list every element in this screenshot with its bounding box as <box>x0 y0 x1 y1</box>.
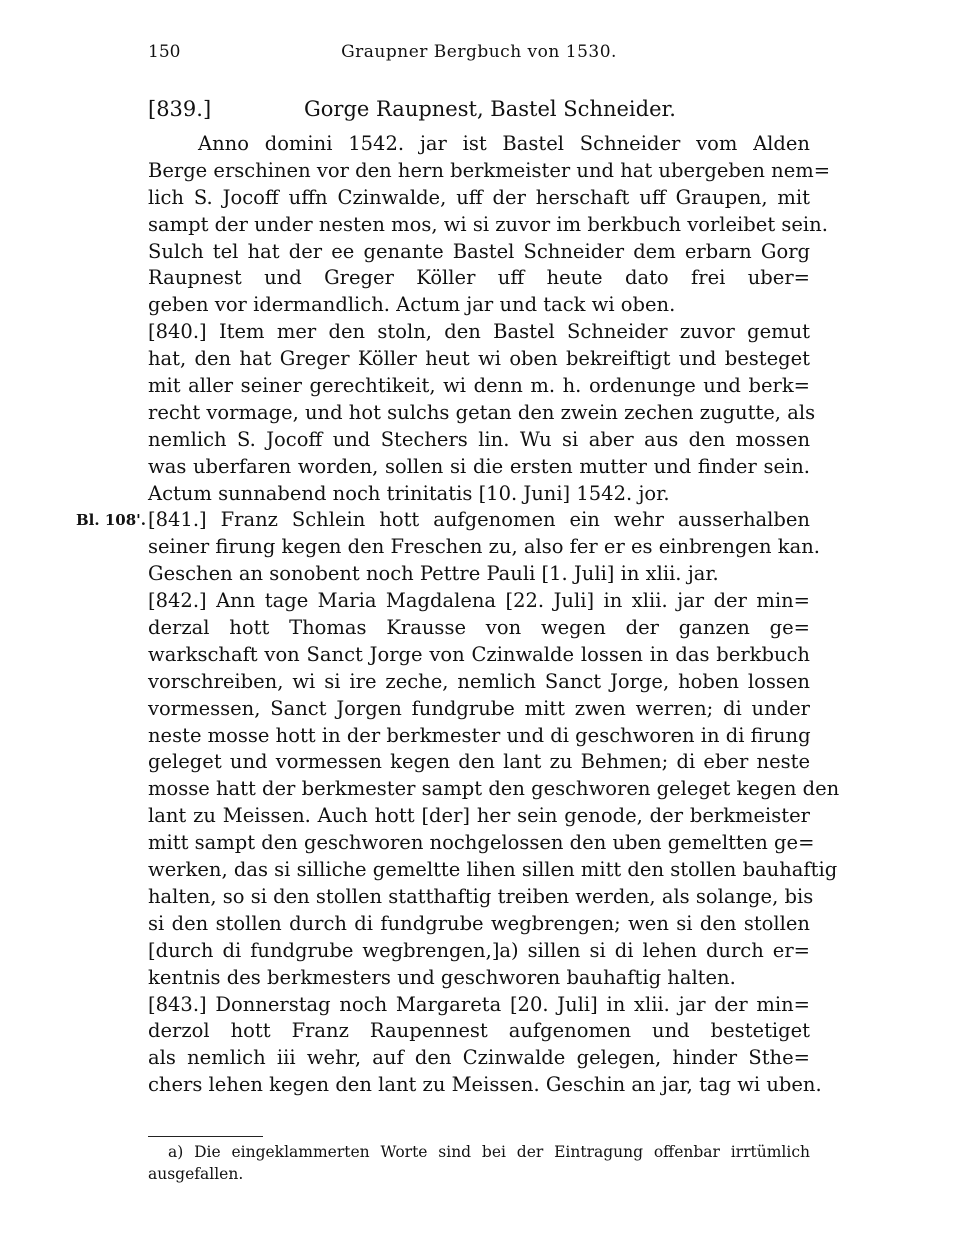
book-title: Graupner Bergbuch von 1530. <box>341 42 617 62</box>
entry-number: [839.] <box>148 97 212 121</box>
text-line <box>148 158 831 185</box>
text-line <box>148 696 810 723</box>
text-line <box>148 131 810 158</box>
text-line <box>148 911 810 938</box>
text-line <box>148 561 810 588</box>
line-text: Raupnest und Greger Köller uff heute dato frei uber= <box>148 266 810 290</box>
text-line <box>148 319 810 346</box>
text-line <box>148 749 810 776</box>
text-line <box>148 669 810 696</box>
line-text: recht vormage, und hot sulchs getan den zwein zechen zugutte, als <box>148 400 816 424</box>
line-text: derzol hott Franz Raupennest aufgenomen und bestetiget <box>148 1019 810 1043</box>
line-text: mitt sampt den geschworen nochgelossen den uben gemeltten ge= <box>148 831 815 855</box>
line-text: [841.] Franz Schlein hott aufgenomen ein wehr ausserhalben <box>148 508 810 532</box>
line-text: nemlich S. Jocoff und Stechers lin. Wu si aber aus den mossen <box>148 427 810 451</box>
line-text: derzal hott Thomas Krausse von wegen der ganzen ge= <box>148 616 810 640</box>
line-text: Actum sunnabend noch trinitatis [10. Juni] 1542. jor. <box>148 481 670 505</box>
line-text: geben vor idermandlich. Actum jar und tack wi oben. <box>148 293 676 317</box>
text-line <box>76 507 810 534</box>
line-text: Geschen an sonobent noch Pettre Pauli [1. Juli] in xlii. jar. <box>148 562 719 586</box>
text-line <box>148 642 810 669</box>
line-text: sampt der under nesten mos, wi si zuvor im berkbuch vorleibet sein. <box>148 212 828 236</box>
text-line <box>148 185 810 212</box>
line-text: Sulch tel hat der ee genante Bastel Schneider dem erbarn Gorg <box>148 239 810 263</box>
text-line <box>148 1018 810 1045</box>
line-text: [durch di fundgrube wegbrengen,]a) sillen si di lehen durch er= <box>148 938 810 962</box>
footnote-line: ausgefallen. <box>148 1165 244 1183</box>
line-text: [840.] Item mer den stoln, den Bastel Schneider zuvor gemut <box>148 320 810 344</box>
line-text: chers lehen kegen den lant zu Meissen. Geschin an jar, tag wi uben. <box>148 1073 822 1097</box>
text-line <box>148 615 810 642</box>
line-text: als nemlich iii wehr, auf den Czinwalde gelegen, hinder Sthe= <box>148 1046 810 1070</box>
line-text: Berge erschinen vor den hern berkmeister und hat ubergeben nem= <box>148 158 831 182</box>
text-line <box>148 992 810 1019</box>
line-text: si den stollen durch di fundgrube wegbrengen; wen si den stollen <box>148 911 810 935</box>
line-text: werken, das si silliche gemeltte lihen sillen mitt den stollen bauhaftig <box>148 858 838 882</box>
entry-title: Gorge Raupnest, Bastel Schneider. <box>304 97 676 121</box>
text-line <box>148 400 816 427</box>
text-line <box>148 776 840 803</box>
text-line <box>148 534 820 561</box>
text-line <box>148 1072 822 1099</box>
footnotes <box>148 1141 810 1185</box>
line-text: was uberfaren worden, sollen si die ersten mutter und finder sein. <box>148 454 810 478</box>
line-text: mosse hatt der berkmester sampt den geschworen geleget kegen den <box>148 777 840 801</box>
text-line <box>148 212 828 239</box>
text-line <box>148 1045 810 1072</box>
footnote-rule <box>148 1136 263 1137</box>
footnote-line: a) Die eingeklammerten Worte sind bei der Eintragung offenbar irrtümlich <box>168 1143 810 1161</box>
line-text: [843.] Donnerstag noch Margareta [20. Juli] in xlii. jar der min= <box>148 992 810 1016</box>
line-text: hat, den hat Greger Köller heut wi oben bekreiftigt und besteget <box>148 347 810 371</box>
text-line <box>148 373 810 400</box>
text-line <box>148 588 810 615</box>
text-line <box>148 965 810 992</box>
text-line <box>148 292 810 319</box>
text-line <box>148 239 810 266</box>
text-line <box>148 265 810 292</box>
line-text: lich S. Jocoff uffn Czinwalde, uff der herschaft uff Graupen, mit <box>148 185 810 209</box>
entry-heading <box>148 97 810 129</box>
body-text <box>76 131 840 1099</box>
text-line <box>148 723 810 750</box>
text-line <box>148 427 810 454</box>
text-line <box>148 803 810 830</box>
line-text: neste mosse hott in der berkmester und di geschworen in di firung <box>148 723 811 747</box>
line-text: warkschaft von Sanct Jorge von Czinwalde lossen in das berkbuch <box>148 642 810 666</box>
line-text: vorschreiben, wi si ire zeche, nemlich Sanct Jorge, hoben lossen <box>148 669 810 693</box>
line-text: seiner firung kegen den Freschen zu, also fer er es einbrengen kan. <box>148 535 820 559</box>
page-number: 150 <box>148 42 181 62</box>
line-text: halten, so si den stollen statthaftig treiben werden, als solange, bis <box>148 884 814 908</box>
line-text: kentnis des berkmesters und geschworen bauhaftig halten. <box>148 965 736 989</box>
line-text: mit aller seiner gerechtikeit, wi denn m. h. ordenunge und berk= <box>148 374 810 398</box>
text-line <box>148 481 810 508</box>
text-line <box>148 830 815 857</box>
margin-folio-note: Bl. 108'. <box>76 511 146 530</box>
line-text: Anno domini 1542. jar ist Bastel Schneider vom Alden <box>198 132 810 155</box>
text-line <box>148 938 810 965</box>
text-line <box>148 454 810 481</box>
running-head <box>148 42 810 70</box>
line-text: lant zu Meissen. Auch hott [der] her sein genode, der berkmeister <box>148 804 810 828</box>
line-text: [842.] Ann tage Maria Magdalena [22. Juli] in xlii. jar der min= <box>148 589 810 613</box>
text-line <box>148 346 810 373</box>
line-text: geleget und vormessen kegen den lant zu Behmen; di eber neste <box>148 750 810 774</box>
line-text: vormessen, Sanct Jorgen fundgrube mitt zwen werren; di under <box>148 696 810 720</box>
text-line <box>148 857 838 884</box>
text-line <box>148 884 814 911</box>
